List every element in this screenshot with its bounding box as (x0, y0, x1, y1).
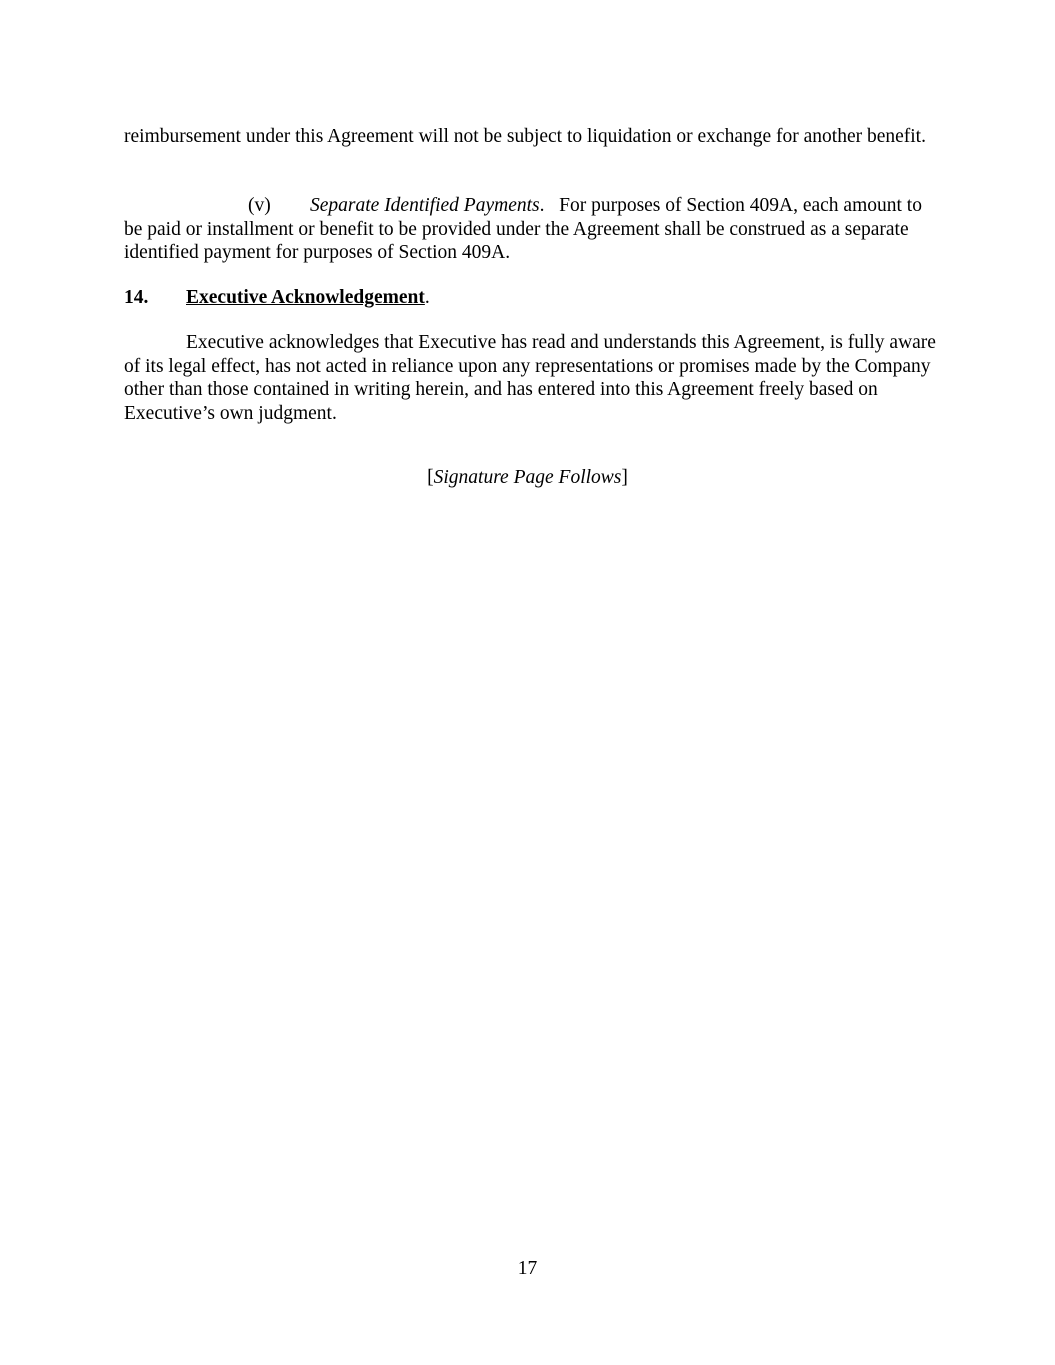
section-14-title: Executive Acknowledgement (186, 287, 425, 308)
section-14-number: 14. (124, 287, 149, 308)
continuation-text: reimbursement under this Agreement will not be subject to liquidation or exchange for another benefit. (124, 126, 926, 147)
continuation-paragraph (124, 125, 939, 149)
signature-note-open: [ (427, 467, 434, 488)
signature-note-close: ] (621, 467, 628, 488)
section-14-paragraph (124, 331, 939, 425)
page-number: 17 (517, 1258, 538, 1279)
section-14-title-end: . (424, 287, 430, 308)
section-14-heading (124, 286, 939, 310)
section-14-text: Executive acknowledges that Executive has read and understands this Agreement, is fully aware of its legal effect, has not acted in reliance upon any representations or promises made by the Company other than those contained in writing herein, and has entered into this Agreement freely based on Executive’s own judgment. (124, 332, 936, 424)
clause-v-paragraph (124, 194, 939, 265)
clause-v-text: For purposes of Section 409A, each amount to be paid or installment or benefit to be provided under the Agreement shall be construed as a separate identified payment for purposes of Section 409A. (124, 195, 922, 263)
clause-v-title-end: . (539, 195, 545, 216)
clause-v-label: (v) (248, 195, 271, 216)
signature-page-note (0, 466, 1055, 490)
signature-note-text: Signature Page Follows (433, 467, 622, 488)
clause-v-title: Separate Identified Payments (310, 195, 540, 216)
